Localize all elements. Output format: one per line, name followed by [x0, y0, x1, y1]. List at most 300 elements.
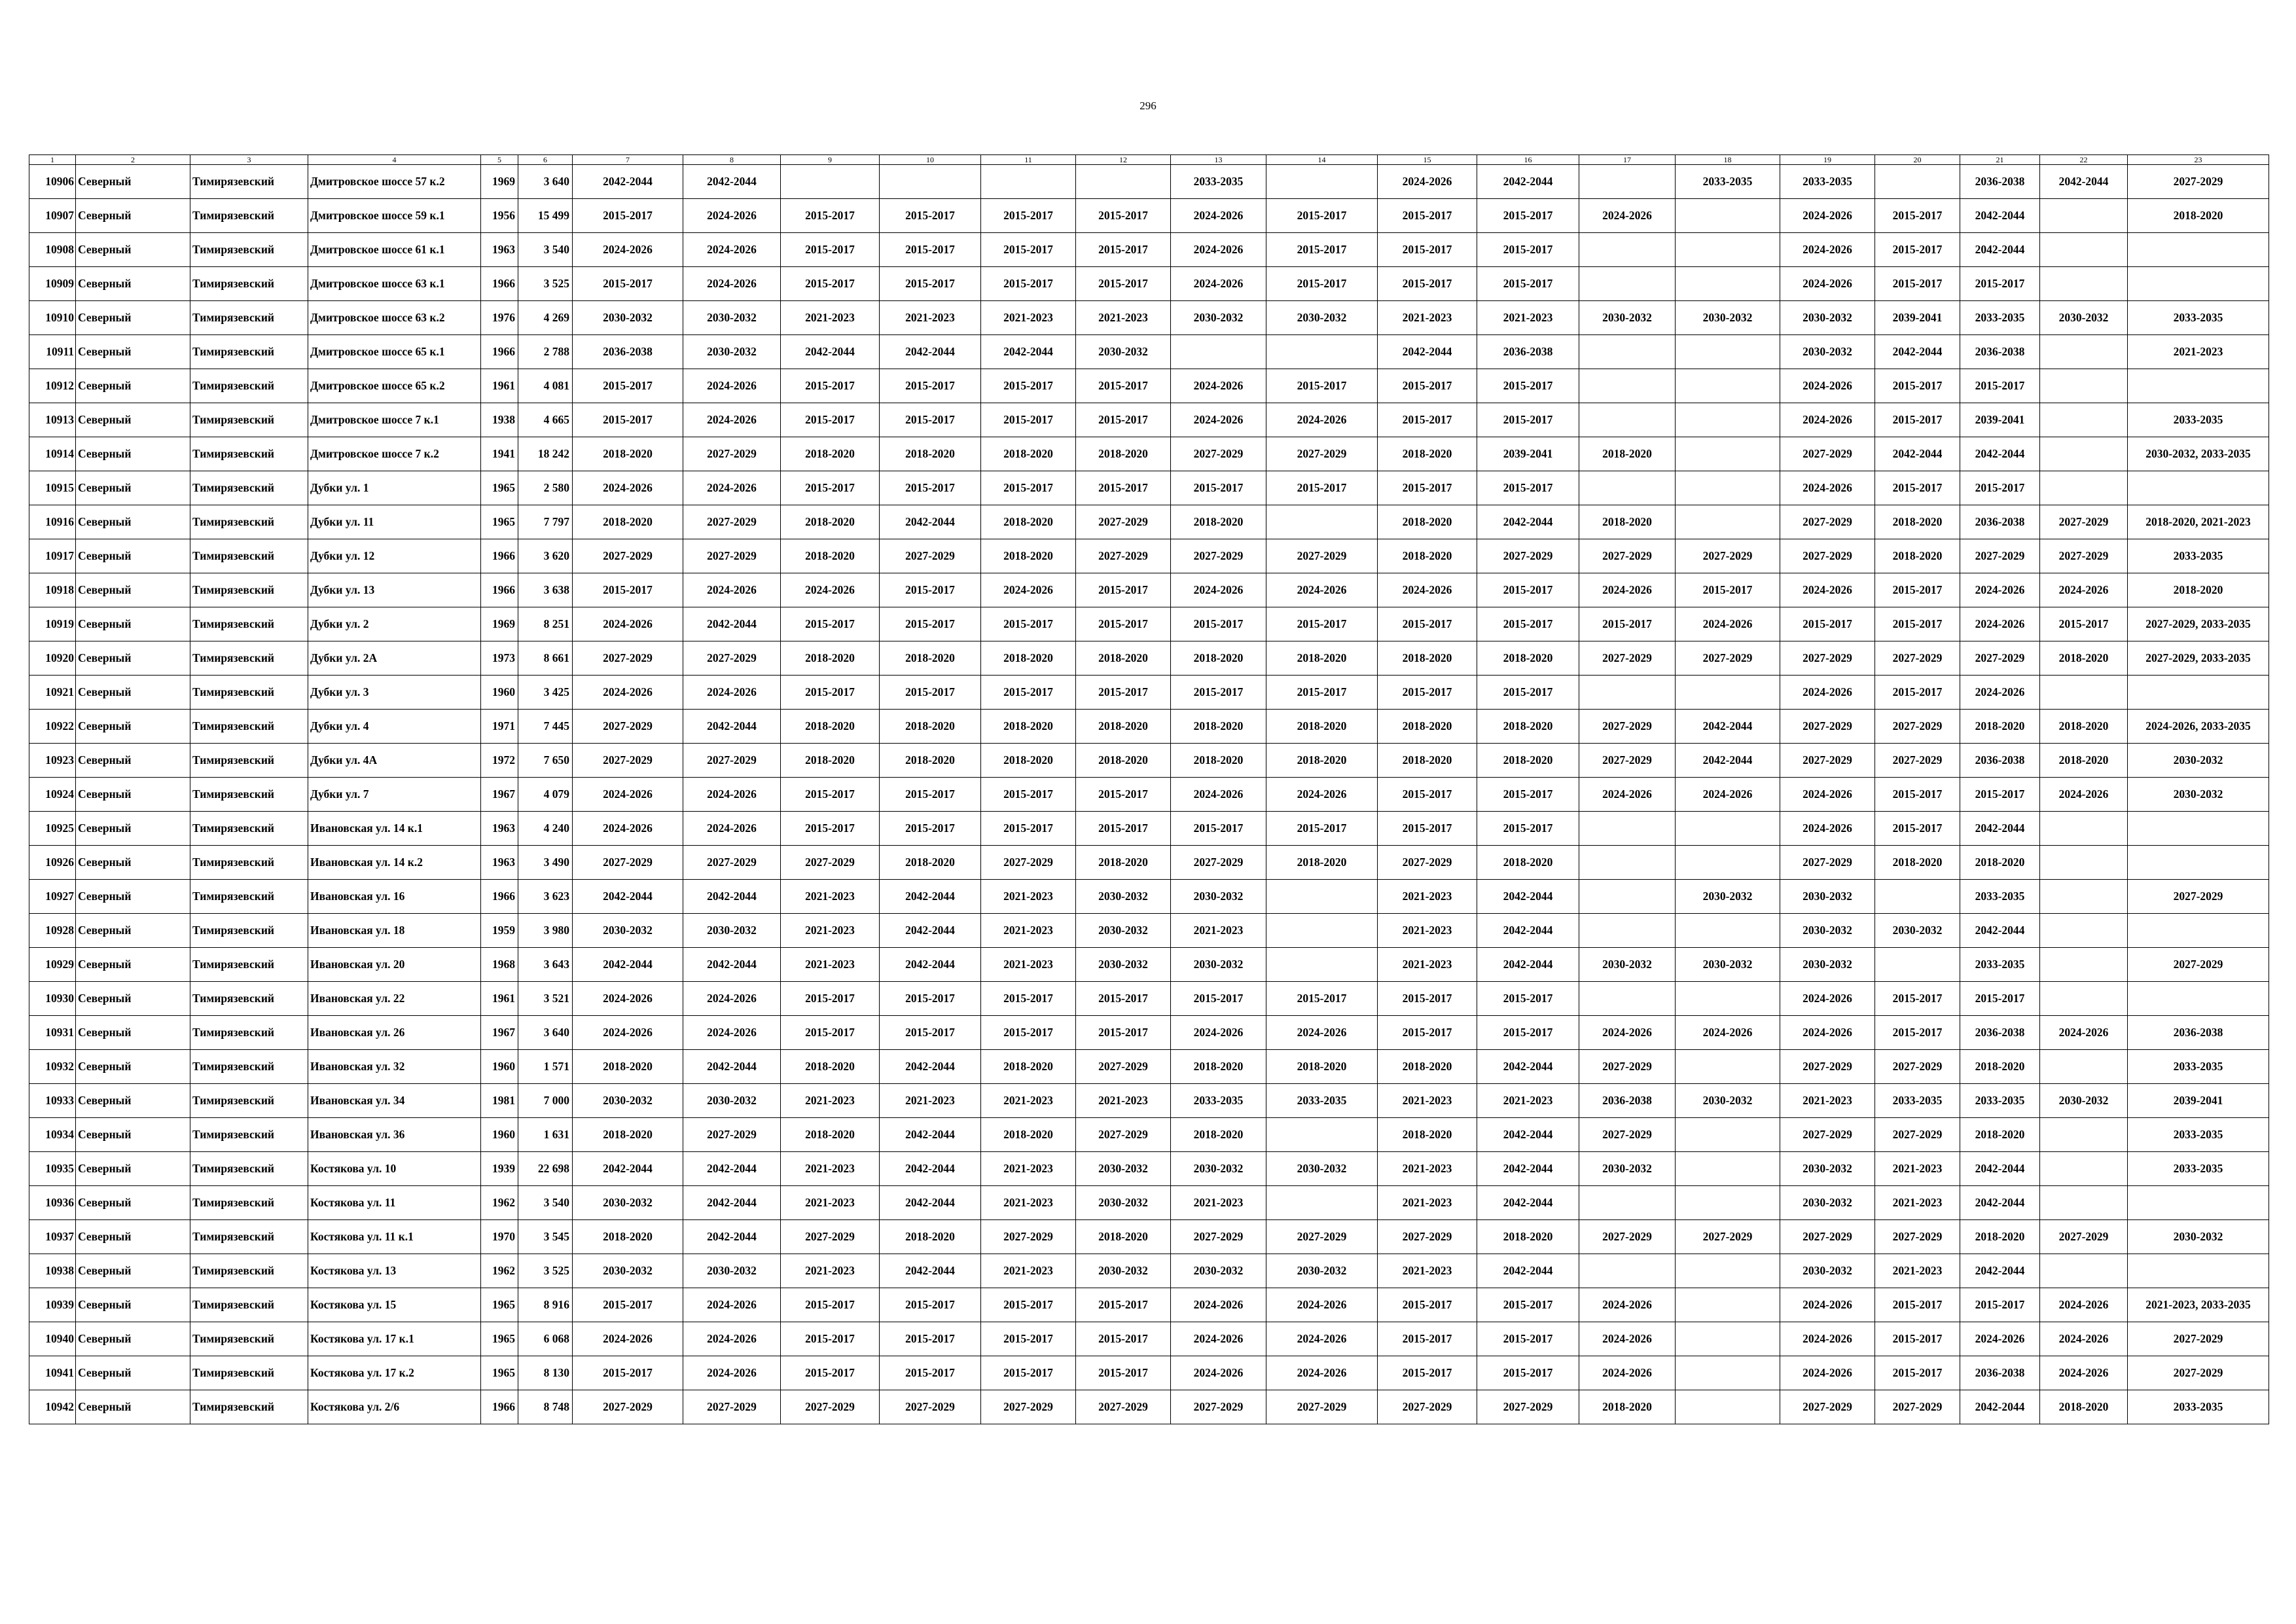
- cell-period-col-13: 2021-2023: [1171, 1186, 1266, 1220]
- cell-id: 10917: [29, 539, 76, 573]
- cell-period-col-18: [1676, 982, 1780, 1016]
- cell-year: 1970: [481, 1220, 518, 1254]
- cell-period-col-8: 2027-2029: [683, 1118, 781, 1152]
- cell-period-col-9: 2021-2023: [781, 1186, 880, 1220]
- cell-period-col-16: 2042-2044: [1477, 1152, 1579, 1186]
- cell-period-col-15: 2015-2017: [1378, 199, 1477, 233]
- cell-period-col-9: 2015-2017: [781, 812, 880, 846]
- cell-period-col-7: 2015-2017: [573, 573, 683, 607]
- cell-period-col-8: 2042-2044: [683, 1186, 781, 1220]
- cell-id: 10921: [29, 676, 76, 710]
- cell-period-col-9: 2027-2029: [781, 1220, 880, 1254]
- cell-year: 1965: [481, 505, 518, 539]
- cell-area: 3 540: [518, 1186, 573, 1220]
- cell-period-col-11: 2015-2017: [981, 812, 1076, 846]
- table-row: [29, 573, 2269, 607]
- table-row: [29, 846, 2269, 880]
- cell-year: 1963: [481, 846, 518, 880]
- table-row: [29, 744, 2269, 778]
- table-row: [29, 710, 2269, 744]
- cell-period-col-17: 2030-2032: [1579, 948, 1676, 982]
- table-row: [29, 1322, 2269, 1356]
- cell-period-col-7: 2015-2017: [573, 199, 683, 233]
- cell-id: 10935: [29, 1152, 76, 1186]
- cell-period-col-12: 2015-2017: [1076, 982, 1171, 1016]
- cell-period-col-14: 2030-2032: [1266, 1152, 1378, 1186]
- cell-period-col-10: 2018-2020: [880, 744, 981, 778]
- cell-period-col-22: 2015-2017: [2040, 607, 2128, 641]
- cell-id: 10930: [29, 982, 76, 1016]
- cell-period-col-17: [1579, 1186, 1676, 1220]
- cell-period-col-22: [2040, 1050, 2128, 1084]
- cell-period-col-9: 2018-2020: [781, 505, 880, 539]
- cell-period-col-8: 2024-2026: [683, 1016, 781, 1050]
- cell-period-col-10: 2042-2044: [880, 880, 981, 914]
- cell-okrug: Северный: [76, 948, 190, 982]
- cell-period-col-12: 2015-2017: [1076, 267, 1171, 301]
- cell-period-col-12: 2015-2017: [1076, 403, 1171, 437]
- cell-period-col-16: 2042-2044: [1477, 165, 1579, 199]
- cell-period-col-13: 2024-2026: [1171, 369, 1266, 403]
- cell-okrug: Северный: [76, 880, 190, 914]
- cell-period-col-15: 2021-2023: [1378, 1084, 1477, 1118]
- cell-period-col-10: 2015-2017: [880, 233, 981, 267]
- cell-period-col-11: 2015-2017: [981, 199, 1076, 233]
- cell-period-col-19: 2024-2026: [1780, 1016, 1875, 1050]
- cell-district: Тимирязевский: [190, 914, 308, 948]
- cell-year: 1966: [481, 539, 518, 573]
- cell-period-col-16: 2018-2020: [1477, 744, 1579, 778]
- cell-period-col-15: 2015-2017: [1378, 1322, 1477, 1356]
- cell-period-col-8: 2024-2026: [683, 573, 781, 607]
- cell-area: 7 797: [518, 505, 573, 539]
- cell-period-col-15: 2018-2020: [1378, 505, 1477, 539]
- table-row: [29, 267, 2269, 301]
- cell-year: 1965: [481, 1356, 518, 1390]
- cell-period-col-18: 2033-2035: [1676, 165, 1780, 199]
- cell-period-col-18: [1676, 1254, 1780, 1288]
- cell-period-col-13: 2030-2032: [1171, 948, 1266, 982]
- cell-period-col-11: 2015-2017: [981, 1322, 1076, 1356]
- cell-district: Тимирязевский: [190, 505, 308, 539]
- column-number: 1: [29, 155, 76, 165]
- cell-period-col-11: 2015-2017: [981, 233, 1076, 267]
- cell-period-col-9: 2027-2029: [781, 846, 880, 880]
- cell-period-col-8: 2024-2026: [683, 982, 781, 1016]
- cell-period-col-8: 2042-2044: [683, 1050, 781, 1084]
- table-row: [29, 335, 2269, 369]
- column-number: 17: [1579, 155, 1676, 165]
- cell-period-col-23: [2128, 812, 2269, 846]
- cell-district: Тимирязевский: [190, 778, 308, 812]
- column-number: 6: [518, 155, 573, 165]
- cell-period-col-7: 2036-2038: [573, 335, 683, 369]
- cell-period-col-22: 2042-2044: [2040, 165, 2128, 199]
- cell-period-col-21: 2024-2026: [1960, 1322, 2040, 1356]
- cell-period-col-20: 2042-2044: [1875, 437, 1960, 471]
- cell-period-col-23: 2033-2035: [2128, 539, 2269, 573]
- cell-period-col-9: 2021-2023: [781, 1152, 880, 1186]
- cell-period-col-17: 2027-2029: [1579, 539, 1676, 573]
- cell-area: 3 490: [518, 846, 573, 880]
- cell-period-col-14: [1266, 914, 1378, 948]
- column-number: 21: [1960, 155, 2040, 165]
- cell-okrug: Северный: [76, 1356, 190, 1390]
- cell-period-col-18: 2030-2032: [1676, 1084, 1780, 1118]
- cell-period-col-10: 2042-2044: [880, 1050, 981, 1084]
- cell-district: Тимирязевский: [190, 199, 308, 233]
- cell-period-col-19: 2033-2035: [1780, 165, 1875, 199]
- cell-district: Тимирязевский: [190, 267, 308, 301]
- table-row: [29, 676, 2269, 710]
- cell-period-col-12: 2018-2020: [1076, 846, 1171, 880]
- cell-district: Тимирязевский: [190, 1288, 308, 1322]
- cell-period-col-14: 2024-2026: [1266, 1288, 1378, 1322]
- cell-period-col-12: 2027-2029: [1076, 1118, 1171, 1152]
- cell-period-col-17: [1579, 403, 1676, 437]
- cell-period-col-11: 2024-2026: [981, 573, 1076, 607]
- cell-okrug: Северный: [76, 437, 190, 471]
- column-number: 20: [1875, 155, 1960, 165]
- cell-period-col-8: 2042-2044: [683, 710, 781, 744]
- cell-period-col-18: 2027-2029: [1676, 641, 1780, 676]
- cell-period-col-15: 2021-2023: [1378, 1254, 1477, 1288]
- cell-okrug: Северный: [76, 710, 190, 744]
- cell-address: Дубки ул. 7: [308, 778, 481, 812]
- cell-period-col-23: 2024-2026, 2033-2035: [2128, 710, 2269, 744]
- cell-period-col-22: [2040, 812, 2128, 846]
- cell-period-col-7: 2042-2044: [573, 1152, 683, 1186]
- cell-period-col-12: 2015-2017: [1076, 778, 1171, 812]
- cell-period-col-14: [1266, 880, 1378, 914]
- cell-period-col-17: 2030-2032: [1579, 301, 1676, 335]
- cell-id: 10915: [29, 471, 76, 505]
- cell-district: Тимирязевский: [190, 1084, 308, 1118]
- cell-period-col-22: 2024-2026: [2040, 1356, 2128, 1390]
- cell-period-col-15: 2021-2023: [1378, 914, 1477, 948]
- cell-period-col-7: 2042-2044: [573, 948, 683, 982]
- cell-period-col-22: [2040, 676, 2128, 710]
- cell-area: 3 545: [518, 1220, 573, 1254]
- cell-period-col-17: 2024-2026: [1579, 1356, 1676, 1390]
- cell-period-col-9: 2021-2023: [781, 880, 880, 914]
- cell-period-col-16: 2027-2029: [1477, 1390, 1579, 1424]
- cell-period-col-11: 2015-2017: [981, 778, 1076, 812]
- cell-period-col-13: 2033-2035: [1171, 1084, 1266, 1118]
- cell-id: 10939: [29, 1288, 76, 1322]
- cell-period-col-21: 2033-2035: [1960, 301, 2040, 335]
- cell-period-col-21: 2015-2017: [1960, 982, 2040, 1016]
- cell-period-col-9: 2015-2017: [781, 403, 880, 437]
- cell-period-col-20: 2015-2017: [1875, 267, 1960, 301]
- cell-period-col-15: 2015-2017: [1378, 812, 1477, 846]
- cell-period-col-9: 2015-2017: [781, 1356, 880, 1390]
- cell-period-col-23: 2030-2032, 2033-2035: [2128, 437, 2269, 471]
- cell-address: Дмитровское шоссе 61 к.1: [308, 233, 481, 267]
- cell-period-col-13: 2030-2032: [1171, 1254, 1266, 1288]
- cell-address: Дубки ул. 13: [308, 573, 481, 607]
- cell-period-col-17: [1579, 846, 1676, 880]
- cell-period-col-23: 2039-2041: [2128, 1084, 2269, 1118]
- cell-period-col-20: 2027-2029: [1875, 1220, 1960, 1254]
- cell-period-col-21: 2042-2044: [1960, 437, 2040, 471]
- cell-period-col-14: 2027-2029: [1266, 1390, 1378, 1424]
- cell-period-col-15: 2015-2017: [1378, 233, 1477, 267]
- cell-year: 1961: [481, 369, 518, 403]
- cell-year: 1965: [481, 1288, 518, 1322]
- cell-area: 8 748: [518, 1390, 573, 1424]
- cell-period-col-15: 2027-2029: [1378, 1390, 1477, 1424]
- cell-period-col-17: [1579, 267, 1676, 301]
- cell-area: 3 425: [518, 676, 573, 710]
- cell-address: Дубки ул. 4А: [308, 744, 481, 778]
- cell-period-col-21: 2018-2020: [1960, 1050, 2040, 1084]
- cell-id: 10922: [29, 710, 76, 744]
- cell-okrug: Северный: [76, 233, 190, 267]
- cell-district: Тимирязевский: [190, 1016, 308, 1050]
- schedule-table: [29, 154, 2269, 1424]
- cell-period-col-12: 2015-2017: [1076, 1288, 1171, 1322]
- cell-period-col-11: 2021-2023: [981, 1186, 1076, 1220]
- cell-period-col-22: 2018-2020: [2040, 710, 2128, 744]
- cell-period-col-17: [1579, 471, 1676, 505]
- cell-period-col-18: 2027-2029: [1676, 1220, 1780, 1254]
- cell-period-col-16: 2015-2017: [1477, 471, 1579, 505]
- cell-period-col-15: 2015-2017: [1378, 607, 1477, 641]
- cell-period-col-19: 2027-2029: [1780, 1220, 1875, 1254]
- cell-period-col-11: 2015-2017: [981, 1016, 1076, 1050]
- cell-period-col-23: 2021-2023, 2033-2035: [2128, 1288, 2269, 1322]
- cell-period-col-16: 2018-2020: [1477, 846, 1579, 880]
- cell-period-col-10: 2015-2017: [880, 676, 981, 710]
- cell-address: Дубки ул. 3: [308, 676, 481, 710]
- cell-period-col-18: 2042-2044: [1676, 710, 1780, 744]
- cell-period-col-14: 2027-2029: [1266, 437, 1378, 471]
- cell-period-col-19: 2030-2032: [1780, 948, 1875, 982]
- cell-period-col-13: 2024-2026: [1171, 233, 1266, 267]
- cell-period-col-21: 2036-2038: [1960, 1356, 2040, 1390]
- cell-period-col-10: 2021-2023: [880, 1084, 981, 1118]
- cell-period-col-20: 2018-2020: [1875, 846, 1960, 880]
- cell-period-col-11: 2042-2044: [981, 335, 1076, 369]
- table-row: [29, 778, 2269, 812]
- cell-period-col-13: 2033-2035: [1171, 165, 1266, 199]
- cell-period-col-16: 2015-2017: [1477, 403, 1579, 437]
- cell-period-col-12: 2015-2017: [1076, 573, 1171, 607]
- cell-year: 1939: [481, 1152, 518, 1186]
- cell-period-col-7: 2027-2029: [573, 710, 683, 744]
- cell-period-col-19: 2030-2032: [1780, 301, 1875, 335]
- cell-period-col-8: 2024-2026: [683, 233, 781, 267]
- cell-period-col-17: 2018-2020: [1579, 505, 1676, 539]
- cell-year: 1963: [481, 812, 518, 846]
- table-row: [29, 301, 2269, 335]
- cell-period-col-9: 2015-2017: [781, 471, 880, 505]
- cell-period-col-9: 2021-2023: [781, 948, 880, 982]
- cell-period-col-21: 2015-2017: [1960, 369, 2040, 403]
- cell-period-col-19: 2024-2026: [1780, 1356, 1875, 1390]
- cell-year: 1969: [481, 165, 518, 199]
- cell-period-col-13: 2015-2017: [1171, 471, 1266, 505]
- cell-period-col-15: 2018-2020: [1378, 744, 1477, 778]
- cell-address: Дубки ул. 4: [308, 710, 481, 744]
- cell-okrug: Северный: [76, 1390, 190, 1424]
- cell-area: 3 525: [518, 1254, 573, 1288]
- cell-period-col-22: 2018-2020: [2040, 641, 2128, 676]
- cell-id: 10928: [29, 914, 76, 948]
- cell-address: Костякова ул. 13: [308, 1254, 481, 1288]
- cell-id: 10920: [29, 641, 76, 676]
- cell-period-col-21: 2033-2035: [1960, 1084, 2040, 1118]
- cell-okrug: Северный: [76, 165, 190, 199]
- cell-period-col-11: 2027-2029: [981, 1220, 1076, 1254]
- cell-period-col-15: 2018-2020: [1378, 710, 1477, 744]
- cell-okrug: Северный: [76, 1254, 190, 1288]
- cell-period-col-9: 2021-2023: [781, 914, 880, 948]
- cell-period-col-21: 2042-2044: [1960, 199, 2040, 233]
- cell-year: 1969: [481, 607, 518, 641]
- cell-period-col-9: 2018-2020: [781, 710, 880, 744]
- cell-period-col-17: [1579, 880, 1676, 914]
- cell-period-col-23: 2036-2038: [2128, 1016, 2269, 1050]
- column-number: 18: [1676, 155, 1780, 165]
- cell-area: 15 499: [518, 199, 573, 233]
- cell-period-col-21: 2042-2044: [1960, 914, 2040, 948]
- cell-period-col-13: 2024-2026: [1171, 1016, 1266, 1050]
- cell-year: 1965: [481, 1322, 518, 1356]
- cell-district: Тимирязевский: [190, 573, 308, 607]
- column-number-row: [29, 155, 2269, 165]
- cell-period-col-15: 2018-2020: [1378, 539, 1477, 573]
- cell-period-col-7: 2015-2017: [573, 1288, 683, 1322]
- cell-period-col-19: 2027-2029: [1780, 1390, 1875, 1424]
- table-row: [29, 1220, 2269, 1254]
- cell-period-col-11: 2021-2023: [981, 1254, 1076, 1288]
- cell-period-col-23: 2027-2029: [2128, 1322, 2269, 1356]
- cell-period-col-7: 2018-2020: [573, 1050, 683, 1084]
- cell-period-col-23: [2128, 1186, 2269, 1220]
- cell-period-col-20: 2027-2029: [1875, 641, 1960, 676]
- cell-period-col-9: 2027-2029: [781, 1390, 880, 1424]
- cell-area: 4 240: [518, 812, 573, 846]
- cell-period-col-21: 2036-2038: [1960, 744, 2040, 778]
- cell-period-col-9: 2018-2020: [781, 539, 880, 573]
- cell-period-col-13: 2027-2029: [1171, 437, 1266, 471]
- cell-period-col-9: 2018-2020: [781, 744, 880, 778]
- cell-period-col-23: 2027-2029: [2128, 1356, 2269, 1390]
- cell-period-col-19: 2030-2032: [1780, 880, 1875, 914]
- cell-okrug: Северный: [76, 676, 190, 710]
- cell-id: 10942: [29, 1390, 76, 1424]
- cell-period-col-18: [1676, 1390, 1780, 1424]
- cell-period-col-18: [1676, 812, 1780, 846]
- cell-period-col-20: 2015-2017: [1875, 982, 1960, 1016]
- cell-period-col-14: 2030-2032: [1266, 301, 1378, 335]
- cell-period-col-7: 2018-2020: [573, 437, 683, 471]
- cell-period-col-19: 2027-2029: [1780, 1050, 1875, 1084]
- cell-period-col-11: 2021-2023: [981, 1084, 1076, 1118]
- cell-period-col-13: 2018-2020: [1171, 641, 1266, 676]
- cell-district: Тимирязевский: [190, 676, 308, 710]
- cell-period-col-17: 2024-2026: [1579, 1322, 1676, 1356]
- cell-period-col-23: [2128, 233, 2269, 267]
- table-row: [29, 914, 2269, 948]
- cell-okrug: Северный: [76, 403, 190, 437]
- cell-period-col-19: 2015-2017: [1780, 607, 1875, 641]
- cell-period-col-8: 2024-2026: [683, 676, 781, 710]
- cell-period-col-19: 2024-2026: [1780, 403, 1875, 437]
- cell-period-col-14: 2024-2026: [1266, 1322, 1378, 1356]
- cell-okrug: Северный: [76, 1050, 190, 1084]
- cell-period-col-15: 2018-2020: [1378, 641, 1477, 676]
- cell-period-col-15: 2021-2023: [1378, 1152, 1477, 1186]
- cell-address: Костякова ул. 17 к.2: [308, 1356, 481, 1390]
- table-row: [29, 948, 2269, 982]
- table-row: [29, 505, 2269, 539]
- cell-period-col-7: 2042-2044: [573, 165, 683, 199]
- cell-period-col-18: [1676, 335, 1780, 369]
- cell-period-col-9: 2042-2044: [781, 335, 880, 369]
- cell-period-col-20: 2015-2017: [1875, 199, 1960, 233]
- cell-period-col-12: 2015-2017: [1076, 1356, 1171, 1390]
- cell-area: 8 130: [518, 1356, 573, 1390]
- column-number: 10: [880, 155, 981, 165]
- cell-period-col-7: 2030-2032: [573, 1254, 683, 1288]
- cell-district: Тимирязевский: [190, 369, 308, 403]
- column-number: 12: [1076, 155, 1171, 165]
- cell-period-col-17: 2024-2026: [1579, 1288, 1676, 1322]
- cell-period-col-10: 2042-2044: [880, 1254, 981, 1288]
- cell-period-col-12: 2018-2020: [1076, 641, 1171, 676]
- table-row: [29, 199, 2269, 233]
- cell-period-col-7: 2015-2017: [573, 369, 683, 403]
- cell-period-col-10: 2042-2044: [880, 505, 981, 539]
- cell-address: Костякова ул. 11: [308, 1186, 481, 1220]
- cell-period-col-10: 2042-2044: [880, 335, 981, 369]
- cell-period-col-18: [1676, 369, 1780, 403]
- cell-period-col-16: 2015-2017: [1477, 1322, 1579, 1356]
- cell-id: 10906: [29, 165, 76, 199]
- cell-period-col-7: 2018-2020: [573, 1220, 683, 1254]
- cell-period-col-10: [880, 165, 981, 199]
- cell-period-col-23: 2027-2029: [2128, 165, 2269, 199]
- cell-area: 7 650: [518, 744, 573, 778]
- cell-area: 8 661: [518, 641, 573, 676]
- cell-period-col-21: 2036-2038: [1960, 505, 2040, 539]
- cell-period-col-16: 2042-2044: [1477, 1118, 1579, 1152]
- cell-period-col-8: 2042-2044: [683, 880, 781, 914]
- cell-period-col-15: 2018-2020: [1378, 1050, 1477, 1084]
- cell-period-col-18: 2024-2026: [1676, 607, 1780, 641]
- cell-period-col-21: 2033-2035: [1960, 880, 2040, 914]
- cell-period-col-7: 2030-2032: [573, 1084, 683, 1118]
- column-number: 14: [1266, 155, 1378, 165]
- cell-area: 3 521: [518, 982, 573, 1016]
- cell-period-col-17: 2027-2029: [1579, 1220, 1676, 1254]
- table-row: [29, 1288, 2269, 1322]
- cell-period-col-21: 2042-2044: [1960, 1186, 2040, 1220]
- cell-period-col-16: 2015-2017: [1477, 607, 1579, 641]
- cell-period-col-16: 2015-2017: [1477, 812, 1579, 846]
- cell-period-col-10: 2027-2029: [880, 1390, 981, 1424]
- cell-period-col-18: 2042-2044: [1676, 744, 1780, 778]
- cell-period-col-22: [2040, 233, 2128, 267]
- cell-period-col-17: 2024-2026: [1579, 1016, 1676, 1050]
- table-row: [29, 812, 2269, 846]
- cell-period-col-13: 2015-2017: [1171, 982, 1266, 1016]
- cell-year: 1967: [481, 1016, 518, 1050]
- cell-period-col-13: 2030-2032: [1171, 301, 1266, 335]
